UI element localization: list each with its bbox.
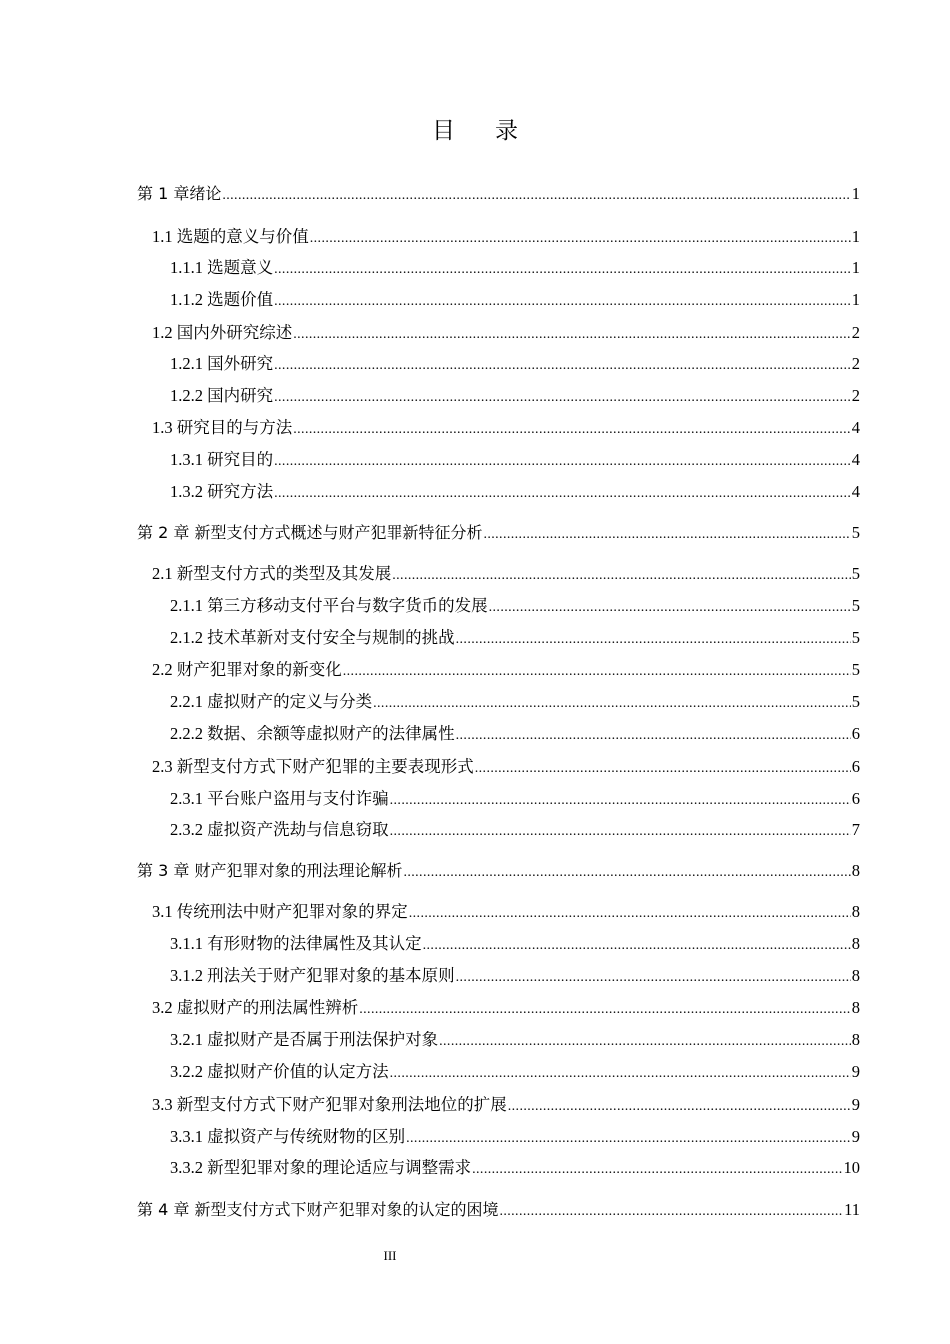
toc-entry-level-2[interactable] xyxy=(152,659,860,683)
toc-entry-page-number: 9 xyxy=(851,1095,860,1114)
toc-entry-level-2[interactable] xyxy=(152,417,860,441)
toc-entry-level-3[interactable] xyxy=(170,965,860,989)
toc-entry-level-2[interactable] xyxy=(152,997,860,1021)
toc-entry-page-number: 1 xyxy=(851,290,860,309)
toc-entry-page-number: 11 xyxy=(844,1200,860,1219)
toc-entry-page-number: 1 xyxy=(851,184,860,203)
toc-entry-title: 1.1 选题的意义与价值 xyxy=(152,227,309,246)
toc-dot-leader xyxy=(390,1063,851,1085)
toc-dot-leader xyxy=(373,693,851,715)
toc-dot-leader xyxy=(359,999,851,1021)
toc-entry-title: 3.1 传统刑法中财产犯罪对象的界定 xyxy=(152,902,408,921)
toc-entry-page-number: 6 xyxy=(851,757,860,776)
toc-entry-level-2[interactable] xyxy=(152,563,860,587)
toc-dot-leader xyxy=(403,862,850,884)
toc-dot-leader xyxy=(475,758,851,780)
toc-entry-title: 1.1.2 选题价值 xyxy=(170,290,274,309)
toc-entry-level-1[interactable] xyxy=(137,522,860,546)
toc-entry-level-3[interactable] xyxy=(170,481,860,505)
toc-entry-page-number: 8 xyxy=(851,934,860,953)
toc-dot-leader xyxy=(456,967,851,989)
toc-entry-title: 2.2.2 数据、余额等虚拟财产的法律属性 xyxy=(170,724,455,743)
toc-dot-leader xyxy=(274,483,851,505)
toc-entry-title: 3.1.2 刑法关于财产犯罪对象的基本原则 xyxy=(170,966,455,985)
toc-entry-page-number: 8 xyxy=(851,1030,860,1049)
toc-dot-leader xyxy=(274,355,851,377)
toc-entry-level-3[interactable] xyxy=(170,595,860,619)
toc-dot-leader xyxy=(274,451,851,473)
toc-entry-level-3[interactable] xyxy=(170,691,860,715)
toc-entry-page-number: 6 xyxy=(851,789,860,808)
toc-entry-title: 3.1.1 有形财物的法律属性及其认定 xyxy=(170,934,422,953)
toc-entry-page-number: 8 xyxy=(851,861,860,880)
toc-entry-title: 1.3 研究目的与方法 xyxy=(152,418,293,437)
toc-entry-title: 1.3.1 研究目的 xyxy=(170,450,274,469)
toc-entry-page-number: 8 xyxy=(851,966,860,985)
toc-entry-title: 2.3 新型支付方式下财产犯罪的主要表现形式 xyxy=(152,757,474,776)
toc-entry-title: 3.3 新型支付方式下财产犯罪对象刑法地位的扩展 xyxy=(152,1095,507,1114)
toc-entry-level-3[interactable] xyxy=(170,385,860,409)
toc-entry-level-2[interactable] xyxy=(152,756,860,780)
toc-entry-page-number: 5 xyxy=(851,692,860,711)
toc-entry-title: 1.2 国内外研究综述 xyxy=(152,323,293,342)
toc-dot-leader xyxy=(456,629,851,651)
toc-dot-leader xyxy=(274,259,851,281)
toc-entry-level-2[interactable] xyxy=(152,226,860,250)
toc-dot-leader xyxy=(390,821,851,843)
toc-entry-title: 2.3.1 平台账户盗用与支付诈骗 xyxy=(170,789,389,808)
toc-entry-page-number: 4 xyxy=(851,450,860,469)
toc-entry-page-number: 1 xyxy=(851,227,860,246)
toc-entry-level-3[interactable] xyxy=(170,1157,860,1181)
toc-entry-level-2[interactable] xyxy=(152,901,860,925)
toc-entry-level-1[interactable] xyxy=(137,1199,860,1223)
toc-entry-level-3[interactable] xyxy=(170,1029,860,1053)
toc-entry-level-2[interactable] xyxy=(152,1094,860,1118)
toc-entry-page-number: 5 xyxy=(851,596,860,615)
toc-entry-level-3[interactable] xyxy=(170,449,860,473)
toc-dot-leader xyxy=(499,1201,843,1223)
toc-entry-title: 第 4 章 新型支付方式下财产犯罪对象的认定的困境 xyxy=(137,1200,499,1219)
toc-entry-page-number: 9 xyxy=(851,1127,860,1146)
toc-dot-leader xyxy=(409,903,851,925)
footer-page-number: III xyxy=(383,1248,397,1263)
toc-entry-title: 2.2 财产犯罪对象的新变化 xyxy=(152,660,342,679)
toc-entry-title: 第 3 章 财产犯罪对象的刑法理论解析 xyxy=(137,861,403,880)
toc-entry-level-3[interactable] xyxy=(170,353,860,377)
toc-entry-page-number: 10 xyxy=(843,1158,860,1177)
toc-entry-title: 2.1.1 第三方移动支付平台与数字货币的发展 xyxy=(170,596,488,615)
toc-entry-page-number: 1 xyxy=(851,258,860,277)
toc-entry-title: 3.2.2 虚拟财产价值的认定方法 xyxy=(170,1062,389,1081)
toc-entry-title: 3.2.1 虚拟财产是否属于刑法保护对象 xyxy=(170,1030,439,1049)
toc-entry-page-number: 9 xyxy=(851,1062,860,1081)
toc-entry-title: 第 1 章绪论 xyxy=(137,184,222,203)
toc-entry-page-number: 5 xyxy=(851,523,860,542)
toc-entry-page-number: 2 xyxy=(851,354,860,373)
toc-entry-page-number: 8 xyxy=(851,902,860,921)
toc-entry-title: 2.1 新型支付方式的类型及其发展 xyxy=(152,564,392,583)
toc-dot-leader xyxy=(392,565,851,587)
toc-dot-leader xyxy=(274,387,851,409)
toc-title: 目录 xyxy=(432,118,558,144)
toc-dot-leader xyxy=(456,725,851,747)
toc-entry-page-number: 8 xyxy=(851,998,860,1017)
toc-entry-page-number: 4 xyxy=(851,418,860,437)
toc-entry-title: 3.3.1 虚拟资产与传统财物的区别 xyxy=(170,1127,406,1146)
toc-entry-title: 3.3.2 新型犯罪对象的理论适应与调整需求 xyxy=(170,1158,472,1177)
toc-entry-level-3[interactable] xyxy=(170,289,860,313)
toc-dot-leader xyxy=(293,324,851,346)
toc-entry-title: 2.2.1 虚拟财产的定义与分类 xyxy=(170,692,373,711)
toc-entry-title: 2.3.2 虚拟资产洗劫与信息窃取 xyxy=(170,820,389,839)
toc-entry-page-number: 5 xyxy=(851,660,860,679)
toc-entry-title: 2.1.2 技术革新对支付安全与规制的挑战 xyxy=(170,628,455,647)
toc-dot-leader xyxy=(439,1031,851,1053)
toc-entry-page-number: 2 xyxy=(851,323,860,342)
toc-entry-title: 1.3.2 研究方法 xyxy=(170,482,274,501)
toc-entry-title: 1.2.2 国内研究 xyxy=(170,386,274,405)
toc-entry-page-number: 5 xyxy=(851,628,860,647)
toc-entry-level-2[interactable] xyxy=(152,322,860,346)
toc-entry-level-3[interactable] xyxy=(170,1061,860,1085)
toc-dot-leader xyxy=(483,524,850,546)
toc-entry-title: 1.2.1 国外研究 xyxy=(170,354,274,373)
toc-entry-level-3[interactable] xyxy=(170,933,860,957)
toc-dot-leader xyxy=(423,935,851,957)
toc-entry-title: 1.1.1 选题意义 xyxy=(170,258,274,277)
toc-dot-leader xyxy=(274,291,851,313)
toc-entry-title: 第 2 章 新型支付方式概述与财产犯罪新特征分析 xyxy=(137,523,483,542)
toc-entry-title: 3.2 虚拟财产的刑法属性辨析 xyxy=(152,998,359,1017)
toc-entry-level-3[interactable] xyxy=(170,1126,860,1150)
toc-dot-leader xyxy=(222,185,850,207)
toc-entry-page-number: 7 xyxy=(851,820,860,839)
toc-dot-leader xyxy=(293,419,851,441)
toc-dot-leader xyxy=(310,228,851,250)
toc-entry-level-3[interactable] xyxy=(170,723,860,747)
toc-entry-level-3[interactable] xyxy=(170,627,860,651)
toc-dot-leader xyxy=(406,1128,851,1150)
toc-entry-page-number: 4 xyxy=(851,482,860,501)
toc-entry-page-number: 5 xyxy=(851,564,860,583)
toc-entry-level-1[interactable] xyxy=(137,860,860,884)
toc-entry-level-1[interactable] xyxy=(137,183,860,207)
toc-entry-page-number: 6 xyxy=(851,724,860,743)
toc-dot-leader xyxy=(508,1096,851,1118)
toc-dot-leader xyxy=(343,661,851,683)
toc-dot-leader xyxy=(472,1159,842,1181)
toc-entry-level-3[interactable] xyxy=(170,257,860,281)
toc-entry-level-3[interactable] xyxy=(170,788,860,812)
toc-dot-leader xyxy=(489,597,851,619)
toc-dot-leader xyxy=(390,790,851,812)
toc-entry-level-3[interactable] xyxy=(170,819,860,843)
toc-entry-page-number: 2 xyxy=(851,386,860,405)
